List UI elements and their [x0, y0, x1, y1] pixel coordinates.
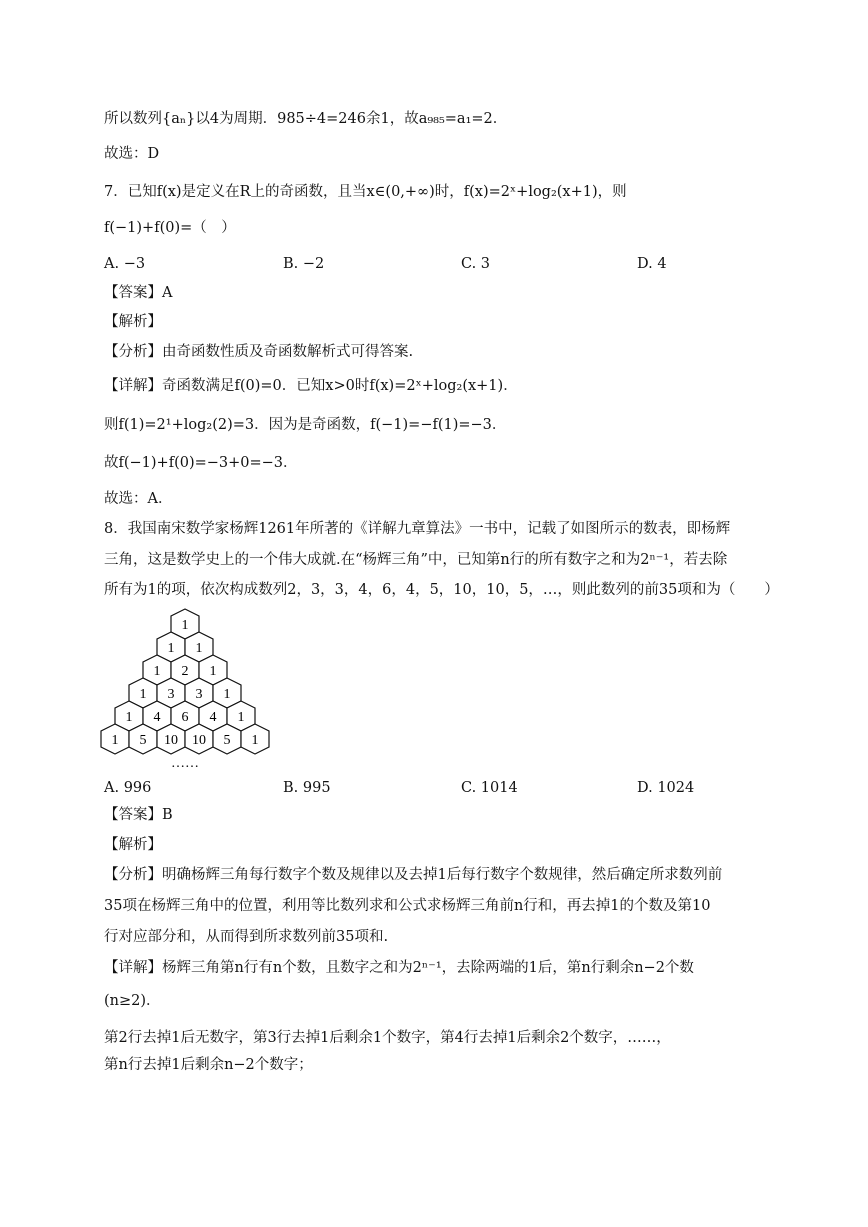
- triangle-cell-value: 1: [195, 641, 203, 656]
- triangle-cell: [185, 724, 213, 754]
- q7-option-c: C. 3: [461, 256, 491, 272]
- triangle-cell-value: 4: [153, 710, 161, 725]
- question-8-stem-line2: 三角，这是数学史上的一个伟大成就.在“杨辉三角”中，已知第n行的所有数字之和为2ⁿ⁻¹，若去除: [104, 552, 728, 568]
- q7-calc-2: 故f(−1)+f(0)=−3+0=−3．: [104, 455, 298, 471]
- question-8-stem-line1: 8．我国南宋数学家杨辉1261年所著的《详解九章算法》一书中，记载了如图所示的数表，即杨辉: [104, 521, 731, 537]
- q8-option-a: A. 996: [104, 780, 152, 796]
- q8-analysis-line3: 行对应部分和，从而得到所求数列前35项和.: [104, 929, 389, 945]
- q8-step-line1: 第2行去掉1后无数字，第3行去掉1后剩余1个数字，第4行去掉1后剩余2个数字，……，: [104, 1030, 671, 1046]
- triangle-cell-value: 10: [164, 733, 178, 748]
- triangle-cell-value: 1: [181, 618, 189, 633]
- q8-option-b: B. 995: [283, 780, 331, 796]
- question-7-stem-line2: f(−1)+f(0)=（ ）: [104, 220, 236, 236]
- q7-option-a: A. −3: [104, 256, 146, 272]
- triangle-cell-value: 3: [195, 687, 203, 702]
- triangle-cell-value: 1: [167, 641, 175, 656]
- q8-option-d: D. 1024: [637, 780, 695, 796]
- triangle-cell-value: 5: [139, 733, 147, 748]
- triangle-cell: [213, 724, 241, 754]
- q8-answer: 【答案】B: [104, 807, 173, 823]
- period-conclusion: 所以数列{aₙ}以4为周期．985÷4=246余1，故a₉₈₅=a₁=2．: [104, 111, 508, 127]
- triangle-cell-value: 1: [209, 664, 217, 679]
- triangle-cell-value: 5: [223, 733, 231, 748]
- triangle-cell: [157, 724, 185, 754]
- q8-step-line2: 第n行去掉1后剩余n−2个数字；: [104, 1057, 313, 1073]
- q7-final: 故选：A．: [104, 491, 173, 507]
- triangle-ellipsis: ……: [171, 756, 199, 771]
- triangle-cell-value: 1: [153, 664, 161, 679]
- triangle-cell-value: 3: [167, 687, 175, 702]
- q7-detail: 【详解】奇函数满足f(0)=0．已知x>0时f(x)=2ˣ+log₂(x+1)．: [104, 378, 518, 394]
- q8-solution-heading: 【解析】: [104, 837, 162, 853]
- q8-option-c: C. 1014: [461, 780, 518, 796]
- triangle-cell-value: 1: [111, 733, 119, 748]
- q8-analysis-line1: 【分析】明确杨辉三角每行数字个数及规律以及去掉1后每行数字个数规律，然后确定所求数列前: [104, 867, 723, 883]
- q7-answer: 【答案】A: [104, 285, 173, 301]
- triangle-cell-value: 4: [209, 710, 217, 725]
- triangle-cell-value: 2: [181, 664, 189, 679]
- q8-detail-line2: (n≥2)．: [104, 993, 161, 1009]
- q8-detail-line1: 【详解】杨辉三角第n行有n个数，且数字之和为2ⁿ⁻¹，去除两端的1后，第n行剩余n−2个数: [104, 960, 694, 976]
- triangle-cell-value: 1: [223, 687, 231, 702]
- answer-choice-q6: 故选：D: [104, 146, 160, 162]
- triangle-cell-value: 1: [139, 687, 147, 702]
- question-7-stem-line1: 7．已知f(x)是定义在R上的奇函数，且当x∈(0,+∞)时，f(x)=2ˣ+log₂(x+1)，则: [104, 184, 627, 200]
- triangle-cell: [101, 724, 129, 754]
- question-8-stem-line3: 所有为1的项，依次构成数列2，3，3，4，6，4，5，10，10，5，…，则此数列的前35项和为（ ）: [104, 582, 779, 598]
- q8-analysis-line2: 35项在杨辉三角中的位置，利用等比数列求和公式求杨辉三角前n行和，再去掉1的个数及第10: [104, 898, 711, 914]
- q7-option-b: B. −2: [283, 256, 325, 272]
- q7-analysis: 【分析】由奇函数性质及奇函数解析式可得答案.: [104, 344, 414, 360]
- triangle-cell-value: 1: [237, 710, 245, 725]
- triangle-cell-value: 1: [125, 710, 133, 725]
- yanghui-triangle-figure: [100, 607, 280, 772]
- triangle-cell-value: 1: [251, 733, 259, 748]
- triangle-cell-value: 6: [181, 710, 189, 725]
- q7-option-d: D. 4: [637, 256, 667, 272]
- q7-calc-1: 则f(1)=2¹+log₂(2)=3．因为是奇函数，f(−1)=−f(1)=−3．: [104, 417, 507, 433]
- q7-solution-heading: 【解析】: [104, 314, 162, 330]
- triangle-cell: [129, 724, 157, 754]
- triangle-cell: [241, 724, 269, 754]
- triangle-cell-value: 10: [192, 733, 206, 748]
